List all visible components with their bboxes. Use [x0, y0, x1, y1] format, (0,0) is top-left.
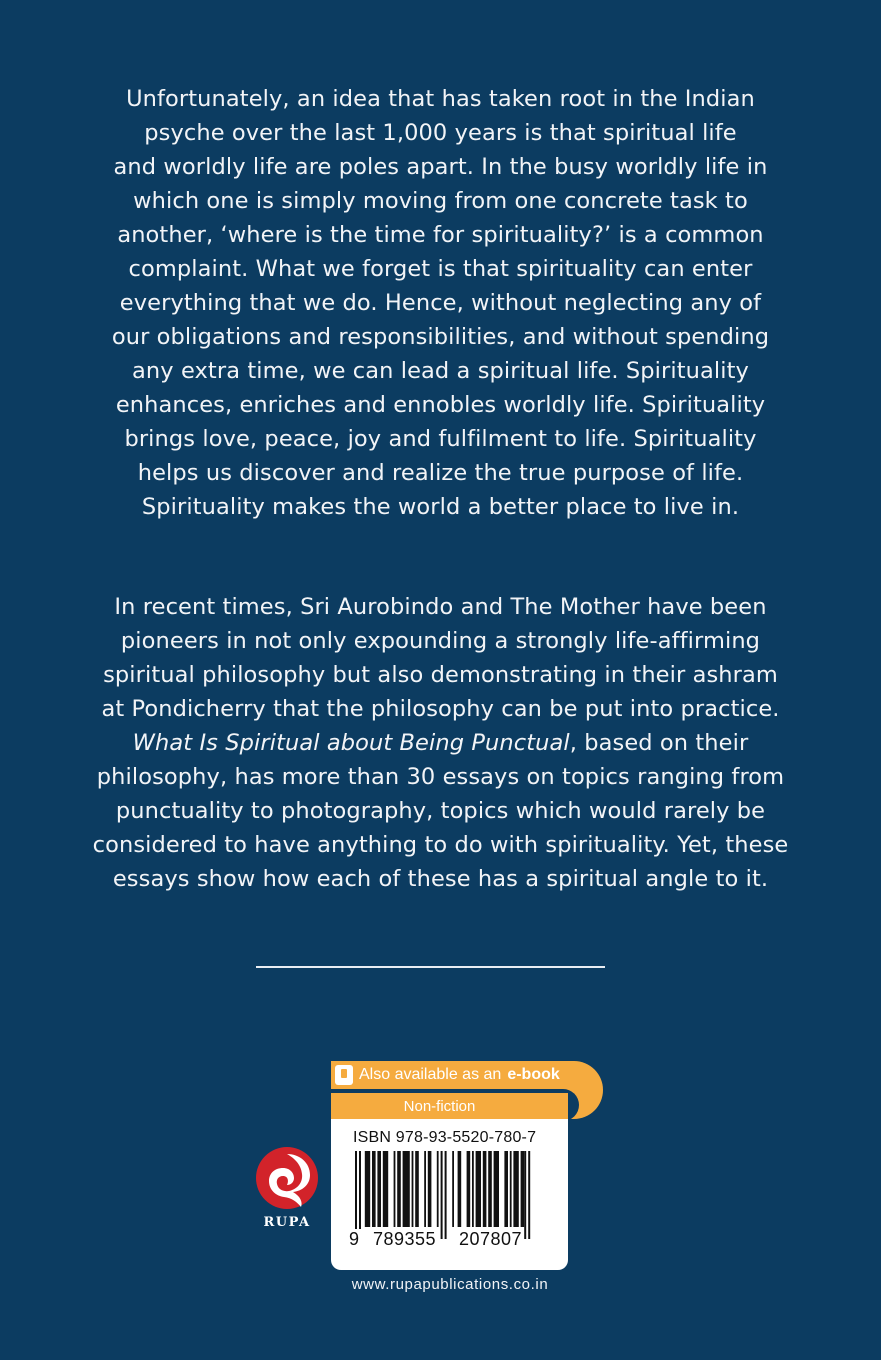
blurb-line: punctuality to photography, topics which would rarely be: [115, 798, 766, 824]
publisher-website: www.rupapublications.co.in: [351, 1276, 549, 1293]
barcode-bar: [437, 1151, 439, 1227]
ebook-label: [335, 1063, 560, 1087]
barcode-bar: [521, 1151, 525, 1227]
barcode-bar: [524, 1151, 526, 1239]
blurb-line: pioneers in not only expounding a strongly life-affirming: [120, 628, 761, 654]
barcode-bar: [365, 1151, 370, 1227]
barcode-digits-group-1: 789355: [373, 1229, 437, 1249]
barcode-bar: [377, 1151, 381, 1227]
barcode-bar: [441, 1151, 443, 1239]
blurb-line: spiritual philosophy but also demonstrating in their ashram: [103, 662, 778, 688]
barcode-digits-group-2: 207807: [459, 1229, 523, 1249]
barcode-bar: [355, 1151, 357, 1239]
book-title: What Is Spiritual about Being Punctual: [132, 730, 570, 756]
blurb-line: everything that we do. Hence, without neglecting any of: [119, 290, 762, 316]
blurb-line: Unfortunately, an idea that has taken root in the Indian: [126, 86, 755, 112]
barcode-bar: [528, 1151, 530, 1239]
barcode-bar: [397, 1151, 401, 1227]
blurb-line: considered to have anything to do with spirituality. Yet, these: [92, 832, 789, 858]
ebook-label-text: Also available as an: [359, 1066, 502, 1083]
category-label: Non-fiction: [331, 1093, 568, 1119]
barcode-bar: [510, 1151, 512, 1227]
divider-rule: [256, 966, 605, 968]
blurb-line: brings love, peace, joy and fulfilment to life. Spirituality: [124, 426, 757, 452]
blurb-line: essays show how each of these has a spiritual angle to it.: [112, 866, 769, 892]
barcode-bar: [424, 1151, 426, 1227]
barcode-bar: [476, 1151, 481, 1227]
blurb-paragraph-2: [60, 590, 821, 896]
blurb-line: and worldly life are poles apart. In the busy worldly life in: [113, 154, 768, 180]
barcode-bar: [483, 1151, 487, 1227]
blurb-line: enhances, enriches and ennobles worldly life. Spirituality: [115, 392, 766, 418]
blurb-line: psyche over the last 1,000 years is that spiritual life: [144, 120, 737, 146]
blurb-line: In recent times, Sri Aurobindo and The Mother have been: [114, 594, 767, 620]
rupa-logo-icon: [256, 1147, 318, 1209]
barcode-bar: [488, 1151, 492, 1227]
blurb-line: Spirituality makes the world a better place to live in.: [141, 494, 740, 520]
blurb-line: complaint. What we forget is that spirituality can enter: [128, 256, 753, 282]
barcode-bar: [452, 1151, 454, 1227]
blurb-paragraph-1: [60, 82, 821, 524]
barcode-bar: [394, 1151, 396, 1227]
blurb-line-with-title: [60, 726, 821, 760]
ebook-device-icon: [335, 1065, 353, 1085]
publisher-logo-text: RUPA: [263, 1215, 311, 1230]
barcode-bar: [412, 1151, 414, 1227]
barcode-bars: [353, 1151, 545, 1241]
barcode-card: [331, 1093, 568, 1270]
barcode-bar: [359, 1151, 361, 1239]
barcode-bar: [372, 1151, 376, 1227]
barcode-bar: [472, 1151, 474, 1227]
barcode-bar: [403, 1151, 410, 1227]
barcode-bar: [458, 1151, 462, 1227]
barcode-bar: [383, 1151, 388, 1227]
barcode-bar: [428, 1151, 432, 1227]
blurb-line: philosophy, has more than 30 essays on topics ranging from: [96, 764, 785, 790]
barcode-bar: [467, 1151, 471, 1227]
barcode-lead-digit: 9: [349, 1229, 360, 1249]
blurb-line: another, ‘where is the time for spirituality?’ is a common: [117, 222, 764, 248]
barcode-bar: [445, 1151, 447, 1239]
book-title-suffix: , based on their: [569, 730, 749, 756]
barcode-bar: [513, 1151, 518, 1227]
barcode-bar: [494, 1151, 499, 1227]
ebook-label-bold: e-book: [507, 1066, 560, 1083]
blurb-line: which one is simply moving from one concrete task to: [133, 188, 748, 214]
blurb-line: our obligations and responsibilities, and without spending: [111, 324, 770, 350]
barcode-bar: [415, 1151, 419, 1227]
blurb-line: any extra time, we can lead a spiritual life. Spirituality: [132, 358, 749, 384]
blurb-line: helps us discover and realize the true purpose of life.: [137, 460, 744, 486]
isbn-text: ISBN 978-93-5520-780-7: [353, 1129, 537, 1146]
barcode-bar: [504, 1151, 508, 1227]
blurb-line: at Pondicherry that the philosophy can be put into practice.: [101, 696, 780, 722]
